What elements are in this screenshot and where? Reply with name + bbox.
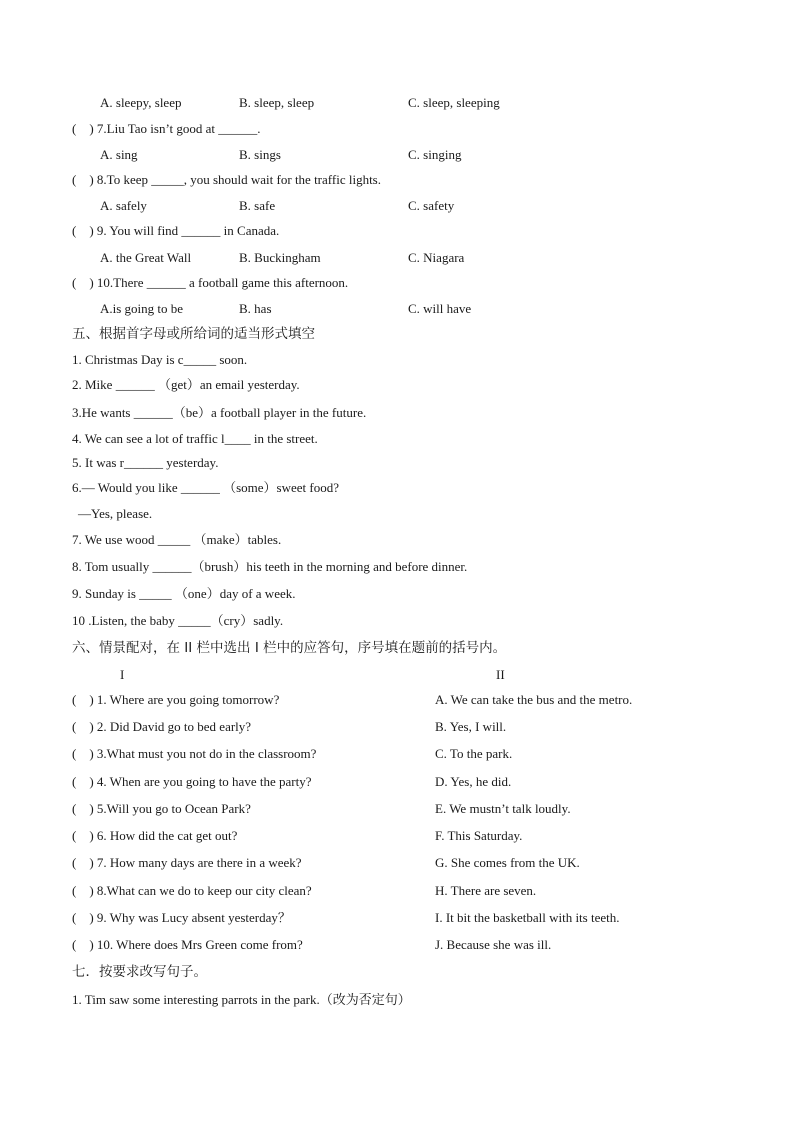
match-question-4: ( ) 4. When are you going to have the party?	[72, 774, 312, 789]
match-answer-d: D. Yes, he did.	[435, 774, 512, 789]
fill-item-9: 9. Sunday is _____ （one）day of a week.	[72, 586, 296, 601]
option-a: A. sing	[100, 147, 138, 162]
fill-item-10: 10 .Listen, the baby _____（cry）sadly.	[72, 613, 284, 628]
fill-item-6-reply: —Yes, please.	[78, 506, 153, 521]
option-a: A. sleepy, sleep	[100, 95, 182, 110]
option-c: C. will have	[408, 301, 472, 316]
match-answer-e: E. We mustn’t talk loudly.	[435, 801, 571, 816]
match-answer-j: J. Because she was ill.	[435, 937, 552, 952]
section-5-title: 五、根据首字母或所给词的适当形式填空	[72, 326, 315, 342]
fill-item-1: 1. Christmas Day is c_____ soon.	[72, 352, 248, 367]
fill-item-3: 3.He wants ______（be）a football player in the future.	[72, 405, 367, 420]
question-10-stem: ( ) 10.There ______ a football game this afternoon.	[72, 275, 349, 290]
option-c: C. sleep, sleeping	[408, 95, 500, 110]
fill-item-7: 7. We use wood _____ （make）tables.	[72, 532, 282, 547]
question-8-stem: ( ) 8.To keep _____, you should wait for the traffic lights.	[72, 172, 381, 187]
section-6-title: 六、情景配对，在 II 栏中选出 I 栏中的应答句，序号填在题前的括号内。	[72, 640, 507, 656]
option-c: C. Niagara	[408, 250, 465, 265]
fill-item-5: 5. It was r______ yesterday.	[72, 455, 219, 470]
question-9-stem: ( ) 9. You will find ______ in Canada.	[72, 223, 280, 238]
match-answer-i: I. It bit the basketball with its teeth.	[435, 910, 620, 925]
match-question-8: ( ) 8.What can we do to keep our city clean?	[72, 883, 312, 898]
option-a: A. the Great Wall	[100, 250, 192, 265]
option-b: B. safe	[239, 198, 276, 213]
match-question-2: ( ) 2. Did David go to bed early?	[72, 719, 252, 734]
match-answer-h: H. There are seven.	[435, 883, 537, 898]
question-7-stem: ( ) 7.Liu Tao isn’t good at ______.	[72, 121, 261, 136]
match-question-6: ( ) 6. How did the cat get out?	[72, 828, 238, 843]
match-answer-g: G. She comes from the UK.	[435, 855, 580, 870]
option-b: B. Buckingham	[239, 250, 321, 265]
match-question-1: ( ) 1. Where are you going tomorrow?	[72, 692, 280, 707]
fill-item-2: 2. Mike ______ （get）an email yesterday.	[72, 377, 300, 392]
option-b: B. sleep, sleep	[239, 95, 315, 110]
match-answer-a: A. We can take the bus and the metro.	[435, 692, 633, 707]
option-c: C. safety	[408, 198, 455, 213]
match-answer-f: F. This Saturday.	[435, 828, 523, 843]
match-question-5: ( ) 5.Will you go to Ocean Park?	[72, 801, 251, 816]
column-i-header: I	[120, 667, 125, 682]
match-question-9: ( ) 9. Why was Lucy absent yesterday？	[72, 910, 291, 925]
match-question-10: ( ) 10. Where does Mrs Green come from?	[72, 937, 303, 952]
fill-item-4: 4. We can see a lot of traffic l____ in the street.	[72, 431, 318, 446]
column-ii-header: II	[496, 667, 505, 682]
match-question-3: ( ) 3.What must you not do in the classroom?	[72, 746, 317, 761]
option-a: A. safely	[100, 198, 147, 213]
option-a: A.is going to be	[100, 301, 184, 316]
fill-item-8: 8. Tom usually ______（brush）his teeth in the morning and before dinner.	[72, 559, 468, 574]
option-c: C. singing	[408, 147, 462, 162]
option-b: B. sings	[239, 147, 281, 162]
section-7-title: 七．按要求改写句子。	[72, 964, 207, 980]
fill-item-6: 6.— Would you like ______ （some）sweet food?	[72, 480, 339, 495]
option-b: B. has	[239, 301, 272, 316]
match-answer-b: B. Yes, I will.	[435, 719, 507, 734]
match-answer-c: C. To the park.	[435, 746, 513, 761]
rewrite-item-1: 1. Tim saw some interesting parrots in the park.（改为否定句）	[72, 992, 411, 1007]
match-question-7: ( ) 7. How many days are there in a week?	[72, 855, 302, 870]
